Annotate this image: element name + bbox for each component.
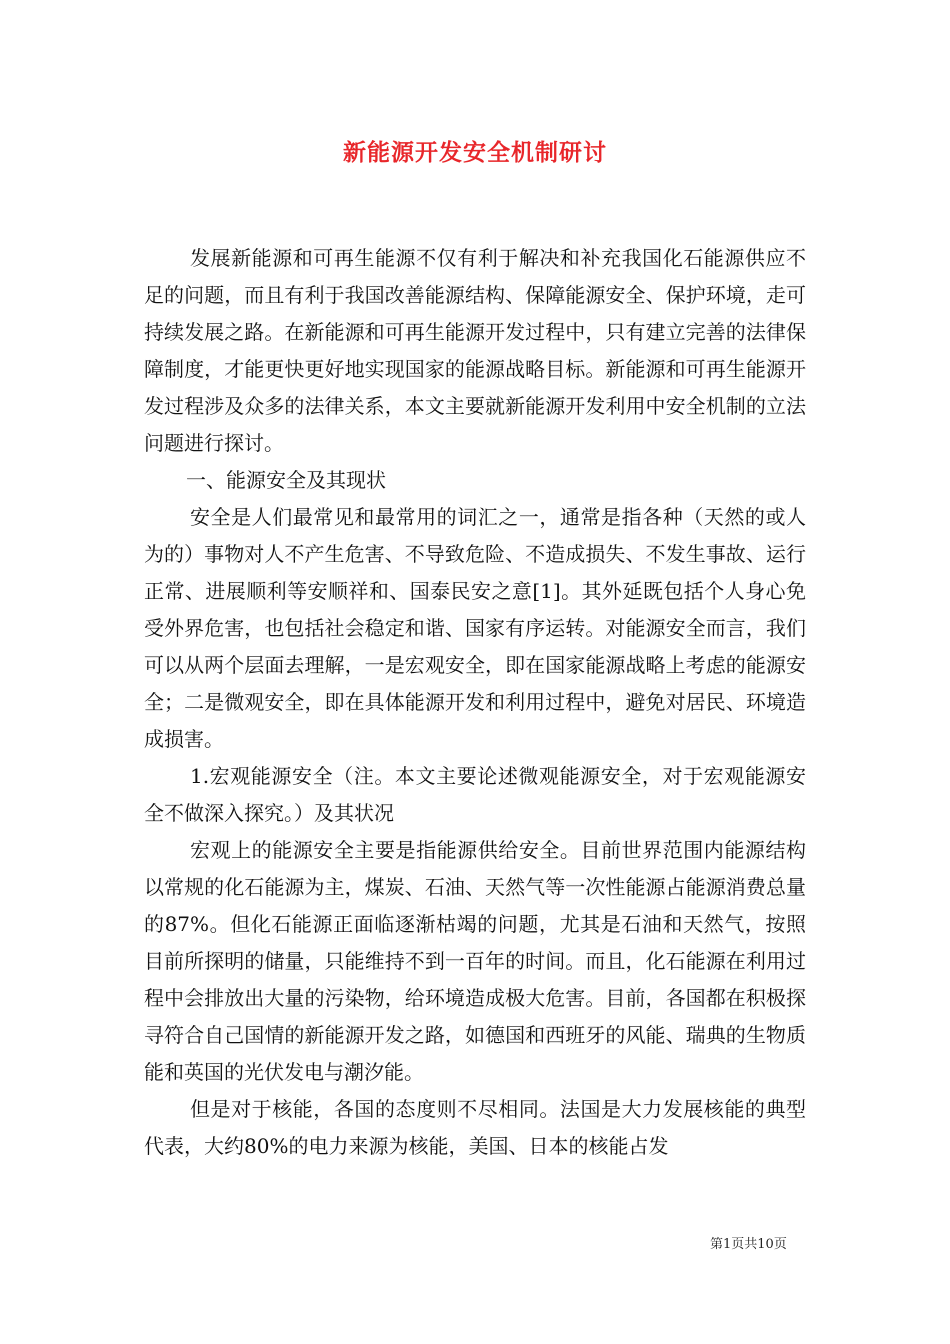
paragraph-safety-definition: 安全是人们最常见和最常用的词汇之一，通常是指各种（天然的或人为的）事物对人不产生危害、不导致危险、不造成损失、不发生事故、运行正常、进展顺利等安顺祥和、国泰民安之意[1]。其外延既包括个人身心免受外界危害，也包括社会稳定和谐、国家有序运转。对能源安全而言，我们可以从两个层面去理解，一是宏观安全，即在国家能源战略上考虑的能源安全；二是微观安全，即在具体能源开发和利用过程中，避免对居民、环境造成损害。: [144, 505, 806, 751]
subsection-heading-1: 1.宏观能源安全（注。本文主要论述微观能源安全，对于宏观能源安全不做深入探究。）及其状况: [144, 764, 806, 825]
document-title: 新能源开发安全机制研讨: [343, 139, 607, 166]
section-heading-1: 一、能源安全及其现状: [186, 468, 386, 492]
document-body: [144, 240, 806, 1165]
page-number: 第1页共10页: [710, 1237, 787, 1252]
paragraph-nuclear: 但是对于核能，各国的态度则不尽相同。法国是大力发展核能的典型代表，大约80%的电力来源为核能，美国、日本的核能占发: [144, 1097, 806, 1158]
paragraph-intro: 发展新能源和可再生能源不仅有利于解决和补充我国化石能源供应不足的问题，而且有利于我国改善能源结构、保障能源安全、保护环境，走可持续发展之路。在新能源和可再生能源开发过程中，只有建立完善的法律保障制度，才能更快更好地实现国家的能源战略目标。新能源和可再生能源开发过程涉及众多的法律关系，本文主要就新能源开发利用中安全机制的立法问题进行探讨。: [144, 246, 806, 455]
paragraph-macro-security: 宏观上的能源安全主要是指能源供给安全。目前世界范围内能源结构以常规的化石能源为主，煤炭、石油、天然气等一次性能源占能源消费总量的87%。但化石能源正面临逐渐枯竭的问题，尤其是石油和天然气，按照目前所探明的储量，只能维持不到一百年的时间。而且，化石能源在利用过程中会排放出大量的污染物，给环境造成极大危害。目前，各国都在积极探寻符合自己国情的新能源开发之路，如德国和西班牙的风能、瑞典的生物质能和英国的光伏发电与潮汐能。: [144, 838, 806, 1084]
